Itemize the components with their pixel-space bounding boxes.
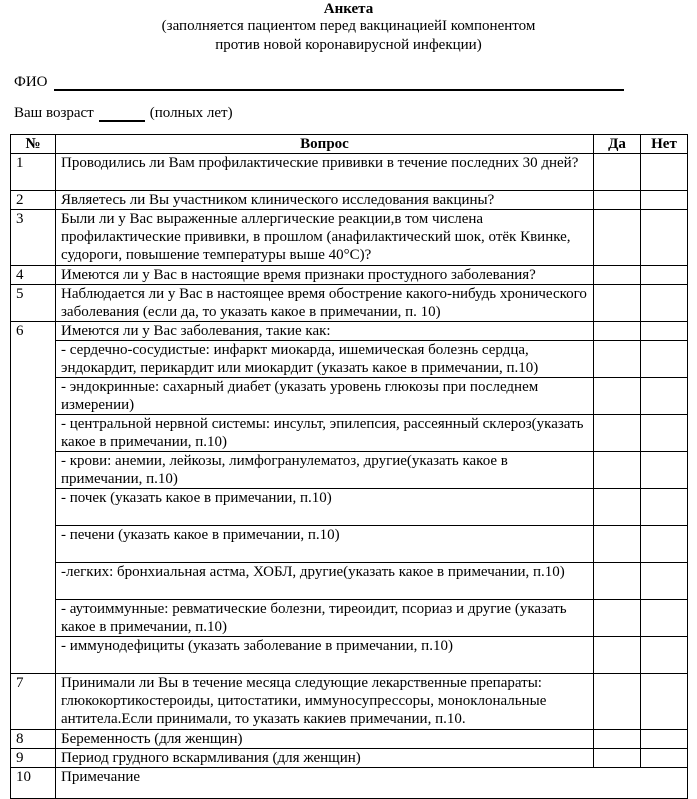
row-number: 4 [11,266,56,285]
answer-no-cell[interactable] [641,415,688,452]
answer-yes-cell[interactable] [594,526,641,563]
table-subrow [11,563,688,600]
subitem-lungs: -легких: бронхиальная астма, ХОБЛ, другие(указать какое в примечании, п.10) [56,563,594,600]
subitem-blood: - крови: анемии, лейкозы, лимфогранулематоз, другие(указать какое в примечании, п.10) [56,452,594,489]
question-text: Имеются ли у Вас заболевания, такие как: [56,322,594,341]
age-input-line[interactable] [99,106,145,122]
subitem-kidney: - почек (указать какое в примечании, п.10) [56,489,594,526]
column-header-yes: Да [594,135,641,154]
row-number: 1 [11,154,56,191]
table-subrow [11,341,688,378]
column-header-number: № [11,135,56,154]
row-number: 3 [11,210,56,266]
note-field[interactable]: Примечание [56,768,688,799]
fio-label: ФИО [14,74,48,90]
fio-input-line[interactable] [54,75,624,91]
age-suffix: (полных лет) [149,105,233,121]
age-label: Ваш возраст [14,105,94,121]
answer-yes-cell[interactable] [594,266,641,285]
answer-yes-cell[interactable] [594,452,641,489]
answer-yes-cell[interactable] [594,191,641,210]
answer-yes-cell[interactable] [594,563,641,600]
question-text: Наблюдается ли у Вас в настоящее время обострение какого-нибудь хронического заболевания (если да, то указать какое в примечании, п. 10) [56,285,594,322]
table-row [11,266,688,285]
answer-yes-cell[interactable] [594,600,641,637]
answer-no-cell[interactable] [641,452,688,489]
age-field-row [14,104,233,122]
answer-no-cell[interactable] [641,378,688,415]
question-text: Имеются ли у Вас в настоящие время признаки простудного заболевания? [56,266,594,285]
row-number: 9 [11,749,56,768]
table-subrow [11,489,688,526]
table-row [11,322,688,341]
row-number: 5 [11,285,56,322]
question-text: Беременность (для женщин) [56,730,594,749]
table-row [11,285,688,322]
subitem-autoimmune: - аутоиммунные: ревматические болезни, тиреоидит, псориаз и другие (указать какое в примечании, п.10) [56,600,594,637]
row-number: 2 [11,191,56,210]
answer-yes-cell[interactable] [594,341,641,378]
column-header-no: Нет [641,135,688,154]
answer-no-cell[interactable] [641,674,688,730]
question-text: Были ли у Вас выраженные аллергические реакции,в том числена профилактические прививки, в прошлом (анафилактический шок, отёк Квинке, судороги, повышение температуры выше 40°С)? [56,210,594,266]
question-text: Принимали ли Вы в течение месяца следующие лекарственные препараты: глюкокортикостероиды, цитостатики, иммуносупрессоры, моноклональные антитела.Если принимали, то указать какиев примечании, п.10. [56,674,594,730]
table-row [11,674,688,730]
subitem-immunodeficiency: - иммунодефициты (указать заболевание в примечании, п.10) [56,637,594,674]
answer-no-cell[interactable] [641,749,688,768]
table-subrow [11,415,688,452]
answer-no-cell[interactable] [641,526,688,563]
subitem-cardiovascular: - сердечно-сосудистые: инфаркт миокарда, ишемическая болезнь сердца, эндокардит, перикардит или миокардит (указать какое в примечании, п.10) [56,341,594,378]
table-row [11,210,688,266]
table-subrow [11,452,688,489]
table-row [11,191,688,210]
questionnaire-table [10,134,688,799]
answer-no-cell[interactable] [641,563,688,600]
answer-yes-cell[interactable] [594,210,641,266]
answer-no-cell[interactable] [641,730,688,749]
row-number: 6 [11,322,56,674]
table-subrow [11,600,688,637]
question-text: Период грудного вскармливания (для женщин) [56,749,594,768]
answer-yes-cell[interactable] [594,674,641,730]
table-row-note [11,768,688,799]
answer-no-cell[interactable] [641,489,688,526]
answer-no-cell[interactable] [641,210,688,266]
subitem-liver: - печени (указать какое в примечании, п.10) [56,526,594,563]
answer-no-cell[interactable] [641,191,688,210]
answer-no-cell[interactable] [641,285,688,322]
row-number: 7 [11,674,56,730]
answer-no-cell[interactable] [641,341,688,378]
fio-field-row [14,73,624,91]
answer-yes-cell[interactable] [594,637,641,674]
table-subrow [11,526,688,563]
answer-no-cell[interactable] [641,266,688,285]
answer-yes-cell[interactable] [594,415,641,452]
table-subrow [11,378,688,415]
table-row [11,730,688,749]
subitem-endocrine: - эндокринные: сахарный диабет (указать уровень глюкозы при последнем измерении) [56,378,594,415]
answer-yes-cell[interactable] [594,154,641,191]
answer-no-cell[interactable] [641,154,688,191]
answer-yes-cell[interactable] [594,749,641,768]
table-subrow [11,637,688,674]
column-header-question: Вопрос [56,135,594,154]
table-row [11,154,688,191]
form-subtitle [0,17,697,55]
question-text: Проводились ли Вам профилактические прививки в течение последних 30 дней? [56,154,594,191]
table-header-row [11,135,688,154]
subitem-nervous-system: - центральной нервной системы: инсульт, эпилепсия, рассеянный склероз(указать какое в примечании, п.10) [56,415,594,452]
answer-yes-cell[interactable] [594,489,641,526]
answer-no-cell[interactable] [641,600,688,637]
answer-yes-cell[interactable] [594,322,641,341]
answer-no-cell[interactable] [641,322,688,341]
subtitle-line-2: против новой коронавирусной инфекции) [215,37,482,53]
answer-yes-cell[interactable] [594,378,641,415]
row-number: 10 [11,768,56,799]
form-title: Анкета [323,1,374,17]
answer-yes-cell[interactable] [594,285,641,322]
row-number: 8 [11,730,56,749]
table-row [11,749,688,768]
question-text: Являетесь ли Вы участником клинического исследования вакцины? [56,191,594,210]
answer-no-cell[interactable] [641,637,688,674]
subtitle-line-1: (заполняется пациентом перед вакцинациейI компонентом [161,18,536,34]
answer-yes-cell[interactable] [594,730,641,749]
